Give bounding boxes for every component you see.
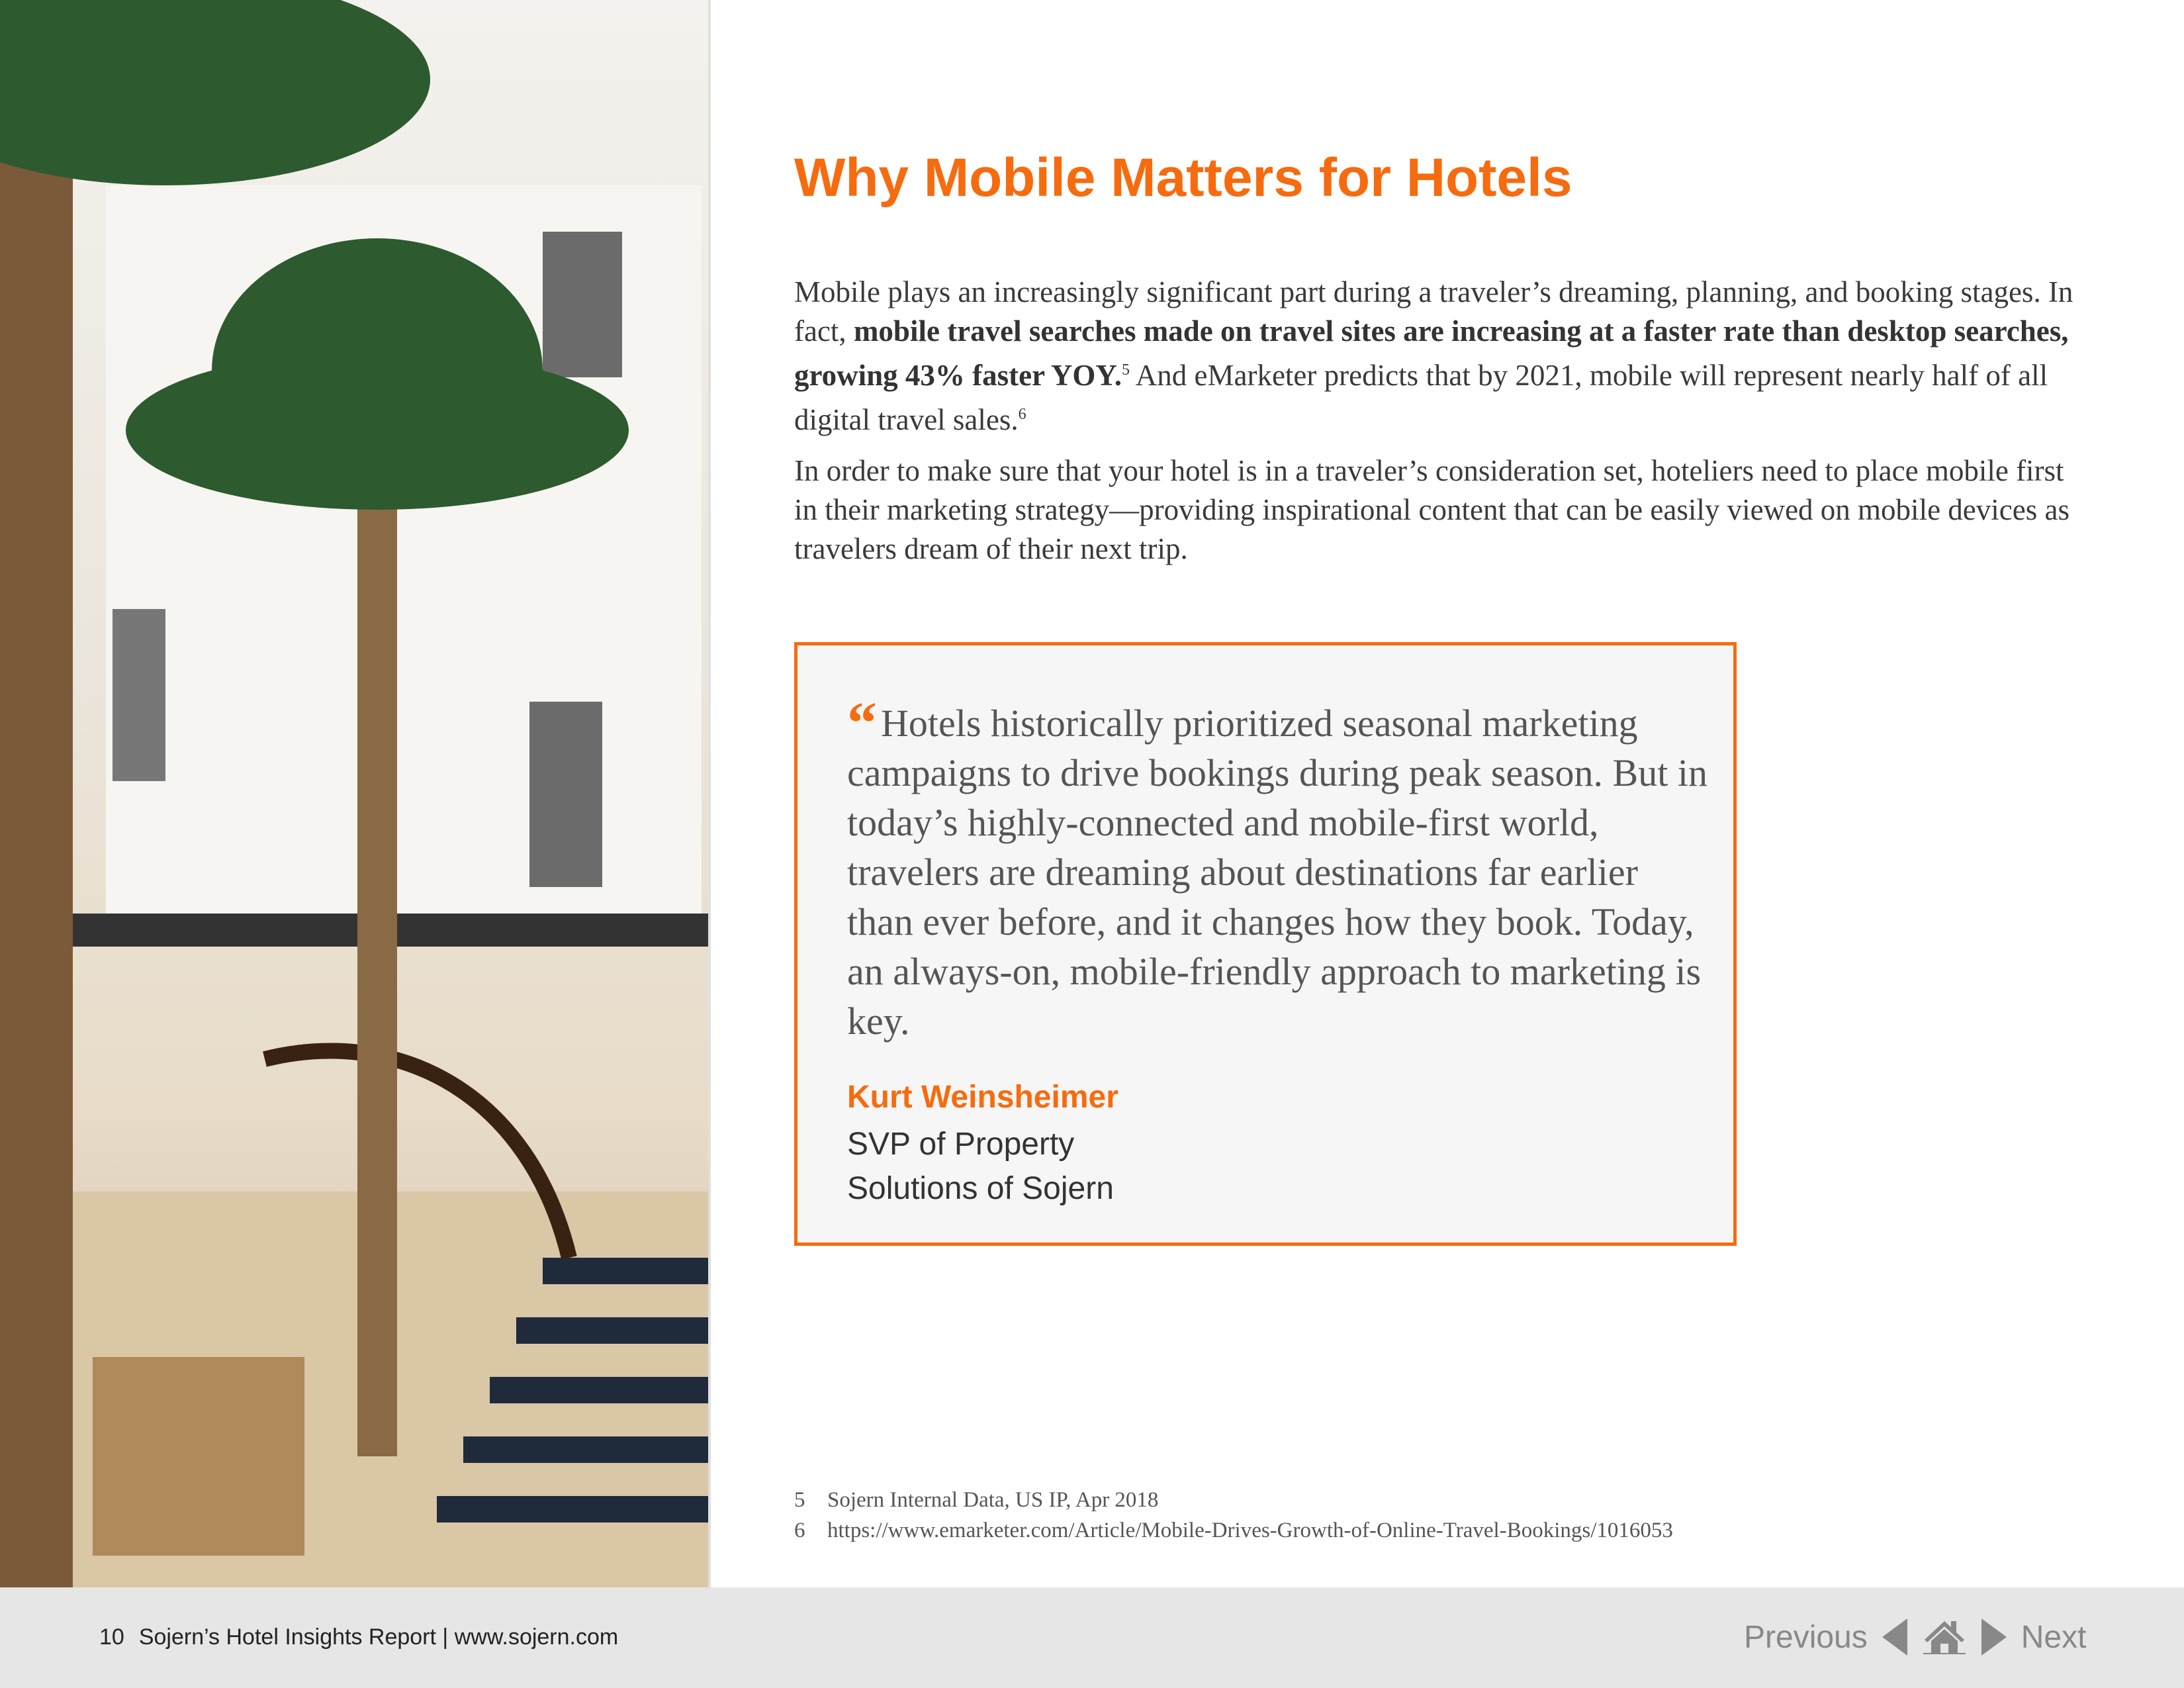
page-title: Why Mobile Matters for Hotels <box>794 148 1572 208</box>
home-icon[interactable] <box>1923 1618 1966 1656</box>
quote-body: Hotels historically prioritized seasonal marketing campaigns to drive bookings during peak season. But in today’s highly-connected and mobile-first world, travelers are dreaming about destinations far earlier than ever before, and it changes how they book. Today, an always-on, mobile-friendly approach to marketing is key. <box>847 702 1707 1043</box>
paragraph-strategy: In order to make sure that your hotel is in a traveler’s consideration set, hoteliers need to place mobile first in their marketing strategy—providing inspirational content that can be easily viewed on mobile devices as travelers dream of their next trip. <box>794 454 2070 565</box>
hotel-atrium-photo <box>0 0 708 1587</box>
arrow-right-icon[interactable] <box>1980 1618 2007 1656</box>
intro-text-rest: And eMarketer predicts that by 2021, mobile will represent nearly half of all digital travel sales. <box>794 359 2048 436</box>
footnote-number: 5 <box>794 1488 805 1512</box>
footer-bar <box>0 1587 2184 1688</box>
footer-info <box>99 1624 618 1650</box>
page-number: 10 <box>99 1624 124 1650</box>
palm-tree-illustration <box>0 0 708 1587</box>
quote-author: Kurt Weinsheimer <box>847 1080 1118 1115</box>
paragraph-intro <box>794 273 2091 440</box>
footnote-link[interactable]: https://www.emarketer.com/Article/Mobile-Drives-Growth-of-Online-Travel-Bookings/1016053 <box>827 1519 1673 1542</box>
footnote <box>794 1488 1158 1513</box>
previous-link[interactable]: Previous <box>1744 1619 1868 1655</box>
pull-quote-box <box>794 642 1737 1246</box>
divider <box>708 0 711 1587</box>
next-link[interactable]: Next <box>2021 1619 2087 1655</box>
highlighted-stat: mobile travel searches made on travel sites are increasing at a faster rate than desktop searches, growing 43% faster YOY. <box>794 314 2069 392</box>
arrow-left-icon[interactable] <box>1882 1618 1909 1656</box>
footnote <box>794 1519 1673 1543</box>
quote-author-title <box>847 1122 1114 1211</box>
page-navigation <box>1744 1614 2086 1660</box>
footnote-text: Sojern Internal Data, US IP, Apr 2018 <box>827 1488 1159 1512</box>
footnote-ref: 6 <box>1018 406 1026 423</box>
footnote-number: 6 <box>794 1519 805 1542</box>
quote-text <box>847 690 1707 1046</box>
intro-text: Mobile plays an increasingly significant part during a traveler’s dreaming, planning, and booking stages. In fact, <box>794 275 2073 348</box>
footnote-ref: 5 <box>1122 361 1130 379</box>
report-title: Sojern’s Hotel Insights Report | www.sojern.com <box>138 1624 619 1650</box>
author-role-line: SVP of Property <box>847 1127 1075 1162</box>
quote-mark-icon: “ <box>847 690 877 756</box>
author-role-line: Solutions of Sojern <box>847 1171 1114 1206</box>
